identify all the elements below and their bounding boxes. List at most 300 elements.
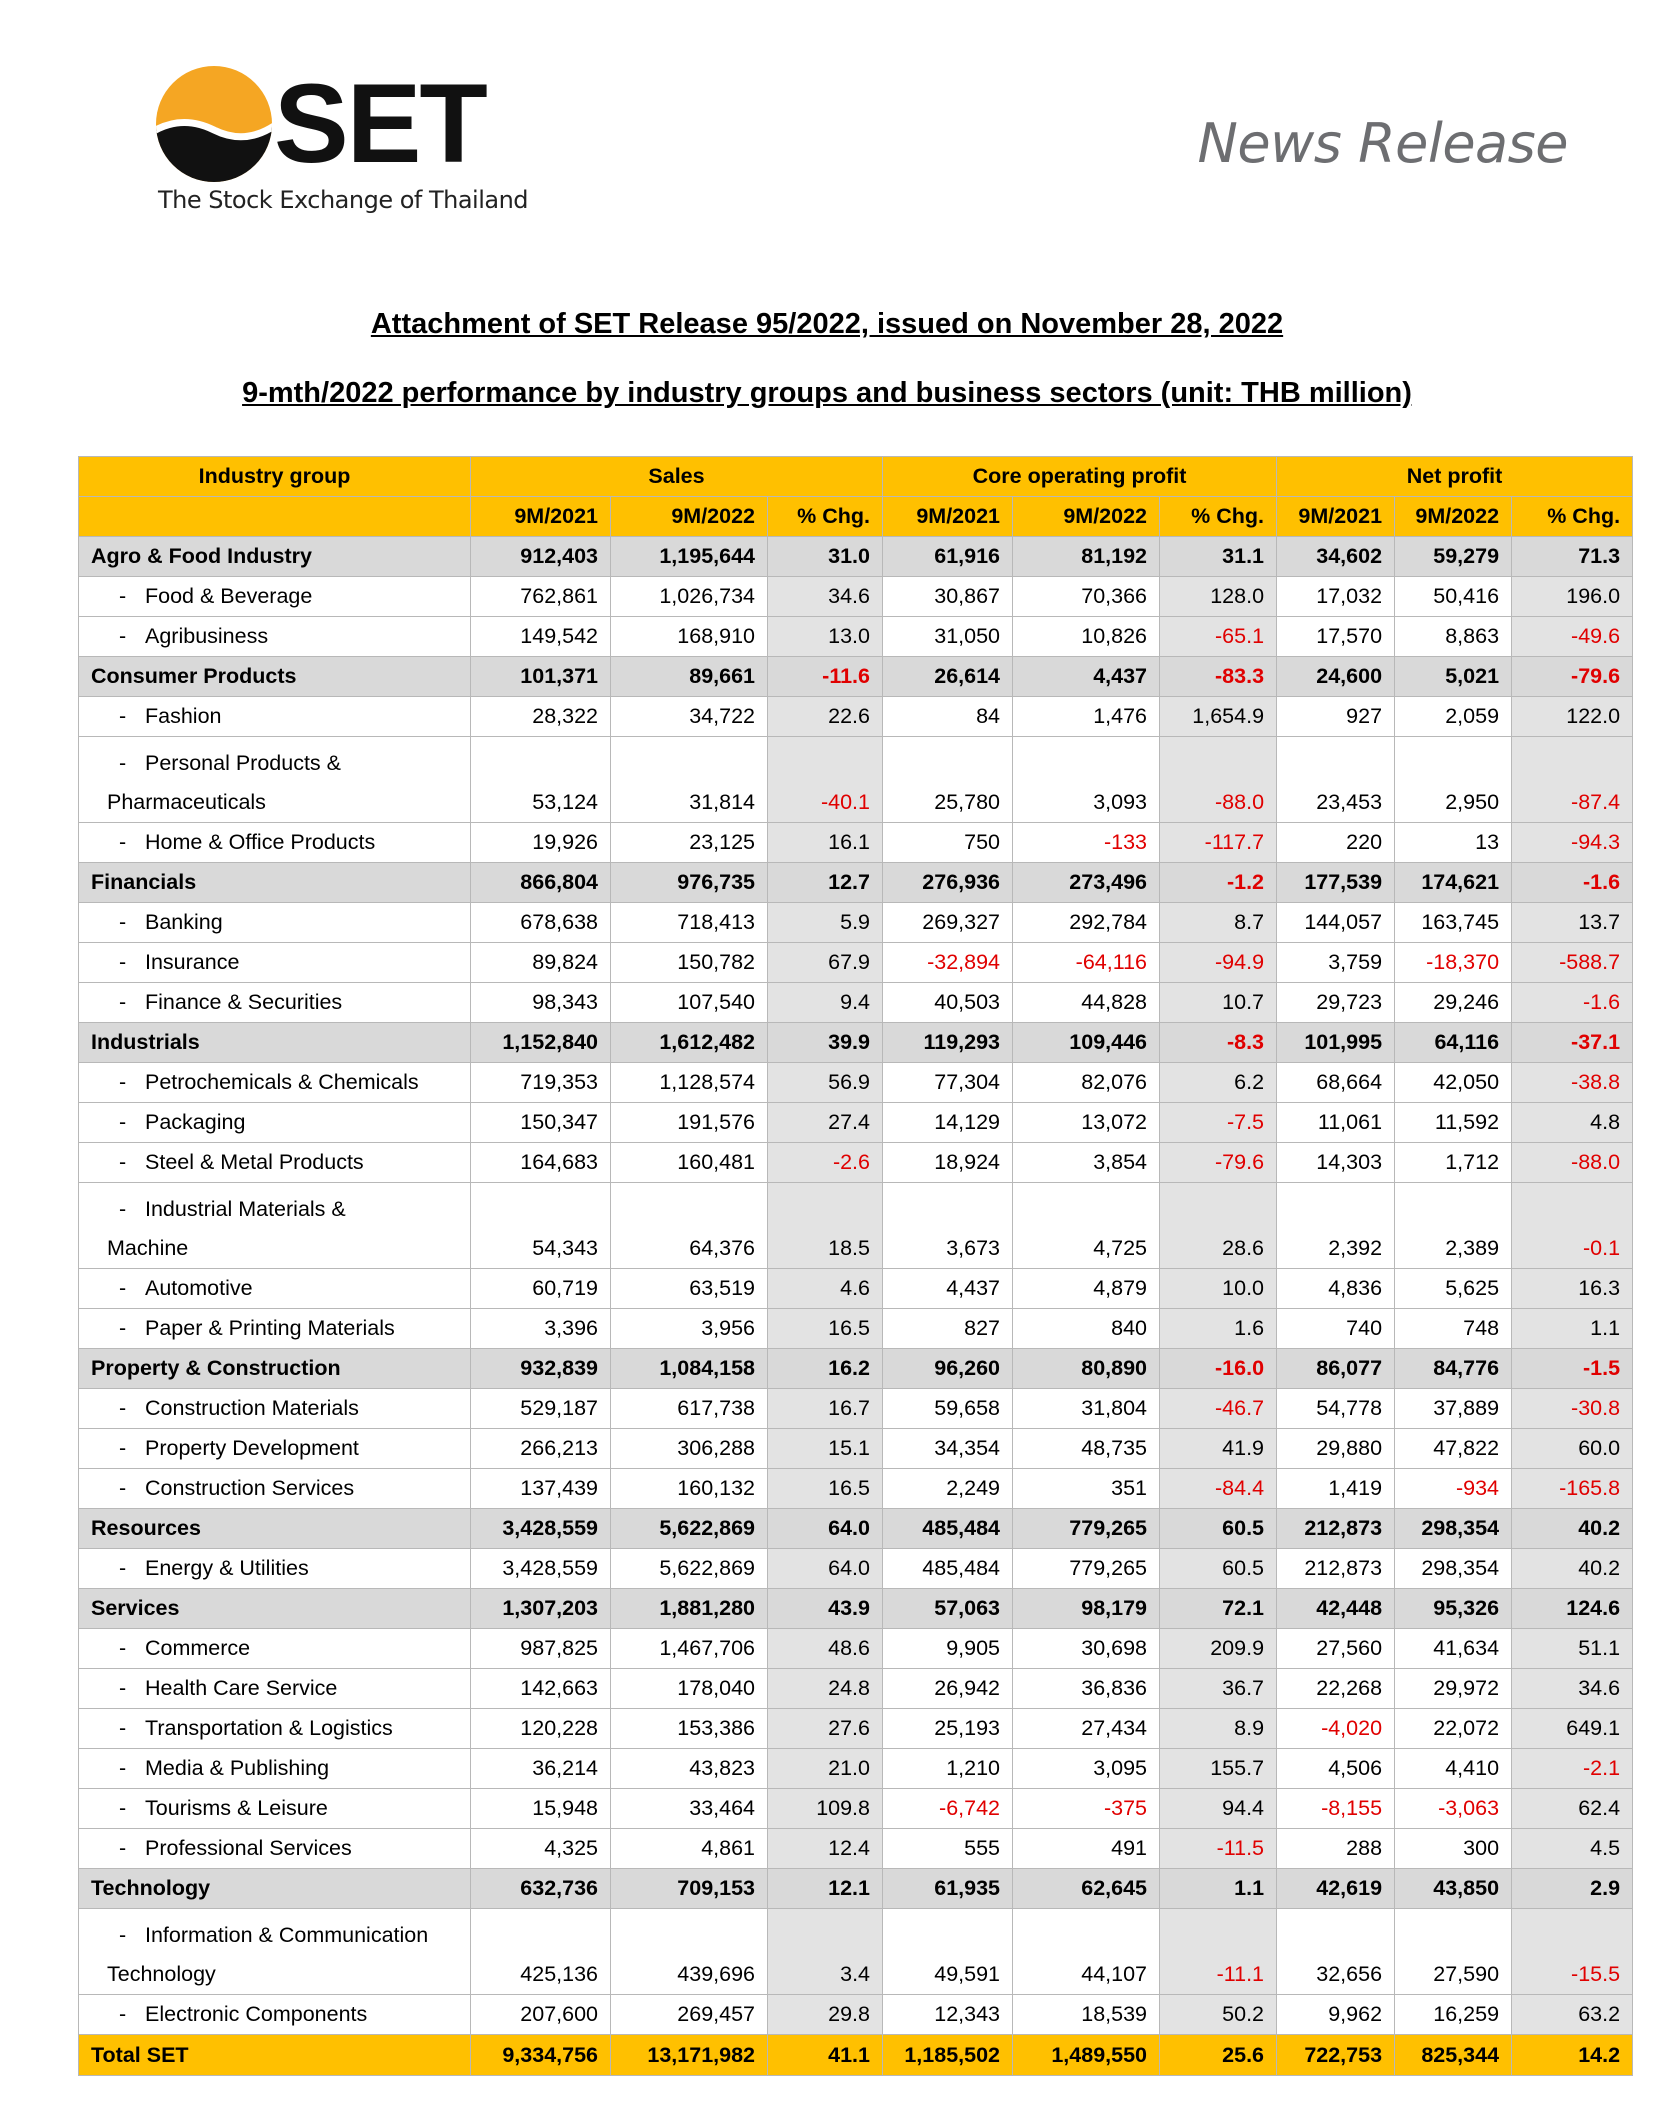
cell-value: 11,592 xyxy=(1395,1103,1512,1143)
cell-value: 40.2 xyxy=(1512,1509,1633,1549)
cell-value: 10.7 xyxy=(1160,983,1277,1023)
cell-value: 16.3 xyxy=(1512,1269,1633,1309)
cell-value: 9,334,756 xyxy=(471,2035,611,2076)
cell-value: 47,822 xyxy=(1395,1429,1512,1469)
cell-value: 4.6 xyxy=(768,1269,883,1309)
table-row xyxy=(79,1749,1633,1789)
cell-value: 31.0 xyxy=(768,537,883,577)
row-label: Agro & Food Industry xyxy=(79,537,471,577)
cell-value: 719,353 xyxy=(471,1063,611,1103)
cell-value: -65.1 xyxy=(1160,617,1277,657)
cell-value: 840 xyxy=(1013,1309,1160,1349)
cell-value: 14,303 xyxy=(1277,1143,1395,1183)
cell-value: 9,962 xyxy=(1277,1995,1395,2035)
cell-value: 9,905 xyxy=(883,1629,1013,1669)
cell-value: 95,326 xyxy=(1395,1589,1512,1629)
cell-value: -7.5 xyxy=(1160,1103,1277,1143)
cell-value: 44,107 xyxy=(1013,1909,1160,1995)
cell-value: 57,063 xyxy=(883,1589,1013,1629)
cell-value: 16,259 xyxy=(1395,1995,1512,2035)
row-label-text: Energy & Utilities xyxy=(145,1556,309,1580)
cell-value: 41.1 xyxy=(768,2035,883,2076)
row-label-text: Personal Products & xyxy=(145,751,341,775)
cell-value: 59,658 xyxy=(883,1389,1013,1429)
cell-value: -117.7 xyxy=(1160,823,1277,863)
cell-value: 29,972 xyxy=(1395,1669,1512,1709)
cell-value: 5,622,869 xyxy=(611,1509,768,1549)
cell-value: 5,021 xyxy=(1395,657,1512,697)
cell-value: 42,448 xyxy=(1277,1589,1395,1629)
row-label xyxy=(79,1829,471,1869)
cell-value: 98,343 xyxy=(471,983,611,1023)
cell-value: 722,753 xyxy=(1277,2035,1395,2076)
cell-value: 71.3 xyxy=(1512,537,1633,577)
cell-value: 485,484 xyxy=(883,1549,1013,1589)
table-row xyxy=(79,943,1633,983)
cell-value: 107,540 xyxy=(611,983,768,1023)
cell-value: 68,664 xyxy=(1277,1063,1395,1103)
cell-value: 750 xyxy=(883,823,1013,863)
row-label xyxy=(79,1269,471,1309)
cell-value: 4,437 xyxy=(1013,657,1160,697)
table-row xyxy=(79,1549,1633,1589)
cell-value: 2,392 xyxy=(1277,1183,1395,1269)
cell-value: 3,854 xyxy=(1013,1143,1160,1183)
cell-value: 1,881,280 xyxy=(611,1589,768,1629)
cell-value: 109,446 xyxy=(1013,1023,1160,1063)
cell-value: 866,804 xyxy=(471,863,611,903)
cell-value: 43.9 xyxy=(768,1589,883,1629)
cell-value: 25,193 xyxy=(883,1709,1013,1749)
cell-value: 44,828 xyxy=(1013,983,1160,1023)
cell-value: 101,995 xyxy=(1277,1023,1395,1063)
cell-value: 41,634 xyxy=(1395,1629,1512,1669)
row-label-text: Packaging xyxy=(145,1110,246,1134)
cell-value: 18,924 xyxy=(883,1143,1013,1183)
cell-value: 36,214 xyxy=(471,1749,611,1789)
cell-value: 54,778 xyxy=(1277,1389,1395,1429)
cell-value: -49.6 xyxy=(1512,617,1633,657)
cell-value: 2,389 xyxy=(1395,1183,1512,1269)
row-label-text: Steel & Metal Products xyxy=(145,1150,364,1174)
row-label xyxy=(79,697,471,737)
cell-value: 64,376 xyxy=(611,1183,768,1269)
cell-value: 8.9 xyxy=(1160,1709,1277,1749)
cell-value: 1,210 xyxy=(883,1749,1013,1789)
table-row xyxy=(79,823,1633,863)
cell-value: 61,935 xyxy=(883,1869,1013,1909)
cell-value: 1.6 xyxy=(1160,1309,1277,1349)
cell-value: 4,836 xyxy=(1277,1269,1395,1309)
cell-value: -2.6 xyxy=(768,1143,883,1183)
cell-value: 266,213 xyxy=(471,1429,611,1469)
cell-value: 82,076 xyxy=(1013,1063,1160,1103)
cell-value: 4,325 xyxy=(471,1829,611,1869)
bullet-dash: - xyxy=(119,1396,127,1420)
row-label: Services xyxy=(79,1589,471,1629)
cell-value: 119,293 xyxy=(883,1023,1013,1063)
cell-value: 17,570 xyxy=(1277,617,1395,657)
table-body xyxy=(79,537,1633,2076)
cell-value: 2,059 xyxy=(1395,697,1512,737)
cell-value: 8.7 xyxy=(1160,903,1277,943)
cell-value: 149,542 xyxy=(471,617,611,657)
cell-value: 4.8 xyxy=(1512,1103,1633,1143)
header-col: 9M/2021 xyxy=(1277,497,1395,537)
row-label-text: Media & Publishing xyxy=(145,1756,330,1780)
cell-value: 26,614 xyxy=(883,657,1013,697)
cell-value: 163,745 xyxy=(1395,903,1512,943)
row-label xyxy=(79,1669,471,1709)
row-label-text: Banking xyxy=(145,910,223,934)
cell-value: 80,890 xyxy=(1013,1349,1160,1389)
cell-value: 40.2 xyxy=(1512,1549,1633,1589)
cell-value: 27,560 xyxy=(1277,1629,1395,1669)
cell-value: 3,095 xyxy=(1013,1749,1160,1789)
cell-value: 96,260 xyxy=(883,1349,1013,1389)
performance-table xyxy=(78,456,1633,2076)
bullet-dash: - xyxy=(119,751,127,775)
cell-value: 41.9 xyxy=(1160,1429,1277,1469)
row-label xyxy=(79,1549,471,1589)
table-row xyxy=(79,1829,1633,1869)
bullet-dash: - xyxy=(119,1476,127,1500)
cell-value: 3,956 xyxy=(611,1309,768,1349)
cell-value: 16.1 xyxy=(768,823,883,863)
bullet-dash: - xyxy=(119,1836,127,1860)
cell-value: 86,077 xyxy=(1277,1349,1395,1389)
row-label xyxy=(79,1429,471,1469)
cell-value: 32,656 xyxy=(1277,1909,1395,1995)
bullet-dash: - xyxy=(119,1197,127,1221)
cell-value: 1,195,644 xyxy=(611,537,768,577)
cell-value: 61,916 xyxy=(883,537,1013,577)
header-col: % Chg. xyxy=(1512,497,1633,537)
row-label xyxy=(79,1749,471,1789)
cell-value: -79.6 xyxy=(1512,657,1633,697)
cell-value: 33,464 xyxy=(611,1789,768,1829)
cell-value: 30,867 xyxy=(883,577,1013,617)
cell-value: -588.7 xyxy=(1512,943,1633,983)
table-row xyxy=(79,1103,1633,1143)
cell-value: 29.8 xyxy=(768,1995,883,2035)
row-label xyxy=(79,1389,471,1429)
cell-value: 1,152,840 xyxy=(471,1023,611,1063)
row-label-text-continued: Technology xyxy=(107,1962,216,1986)
cell-value: 1,467,706 xyxy=(611,1629,768,1669)
cell-value: 269,457 xyxy=(611,1995,768,2035)
cell-value: 122.0 xyxy=(1512,697,1633,737)
cell-value: 1.1 xyxy=(1512,1309,1633,1349)
cell-value: 43,823 xyxy=(611,1749,768,1789)
cell-value: 3,428,559 xyxy=(471,1509,611,1549)
row-label xyxy=(79,737,471,823)
table-row xyxy=(79,737,1633,823)
header-sales: Sales xyxy=(471,457,883,497)
row-label xyxy=(79,1183,471,1269)
row-label-text: Tourisms & Leisure xyxy=(145,1796,328,1820)
cell-value: 1,084,158 xyxy=(611,1349,768,1389)
cell-value: 12.1 xyxy=(768,1869,883,1909)
cell-value: 150,347 xyxy=(471,1103,611,1143)
cell-value: 3,759 xyxy=(1277,943,1395,983)
cell-value: 28.6 xyxy=(1160,1183,1277,1269)
cell-value: 177,539 xyxy=(1277,863,1395,903)
cell-value: 63,519 xyxy=(611,1269,768,1309)
cell-value: 34,722 xyxy=(611,697,768,737)
cell-value: 709,153 xyxy=(611,1869,768,1909)
cell-value: -40.1 xyxy=(768,737,883,823)
cell-value: 53,124 xyxy=(471,737,611,823)
bullet-dash: - xyxy=(119,1436,127,1460)
table-row xyxy=(79,697,1633,737)
cell-value: 4,410 xyxy=(1395,1749,1512,1789)
cell-value: 18,539 xyxy=(1013,1995,1160,2035)
cell-value: 11,061 xyxy=(1277,1103,1395,1143)
cell-value: 150,782 xyxy=(611,943,768,983)
cell-value: -84.4 xyxy=(1160,1469,1277,1509)
row-label xyxy=(79,1629,471,1669)
table-row xyxy=(79,1789,1633,1829)
header-col: 9M/2022 xyxy=(611,497,768,537)
cell-value: 298,354 xyxy=(1395,1509,1512,1549)
cell-value: 42,050 xyxy=(1395,1063,1512,1103)
row-label xyxy=(79,943,471,983)
cell-value: 1,307,203 xyxy=(471,1589,611,1629)
cell-value: 1,128,574 xyxy=(611,1063,768,1103)
table-row xyxy=(79,1509,1633,1549)
set-logo-icon xyxy=(152,62,277,187)
logo-subtitle: The Stock Exchange of Thailand xyxy=(158,186,529,214)
cell-value: 155.7 xyxy=(1160,1749,1277,1789)
cell-value: -8,155 xyxy=(1277,1789,1395,1829)
bullet-dash: - xyxy=(119,584,127,608)
cell-value: 64.0 xyxy=(768,1549,883,1589)
cell-value: 62.4 xyxy=(1512,1789,1633,1829)
table-header-groups xyxy=(79,457,1633,497)
table-row xyxy=(79,537,1633,577)
cell-value: 827 xyxy=(883,1309,1013,1349)
cell-value: 40,503 xyxy=(883,983,1013,1023)
table-row xyxy=(79,1669,1633,1709)
cell-value: 1,026,734 xyxy=(611,577,768,617)
performance-title: 9-mth/2022 performance by industry groups and business sectors (unit: THB million) xyxy=(242,377,1412,409)
row-label-text: Food & Beverage xyxy=(145,584,313,608)
cell-value: 22,268 xyxy=(1277,1669,1395,1709)
cell-value: 36,836 xyxy=(1013,1669,1160,1709)
table-row xyxy=(79,1063,1633,1103)
bullet-dash: - xyxy=(119,1110,127,1134)
cell-value: 128.0 xyxy=(1160,577,1277,617)
cell-value: 632,736 xyxy=(471,1869,611,1909)
cell-value: 4,437 xyxy=(883,1269,1013,1309)
row-label: Resources xyxy=(79,1509,471,1549)
cell-value: 269,327 xyxy=(883,903,1013,943)
bullet-dash: - xyxy=(119,2002,127,2026)
table-row xyxy=(79,1469,1633,1509)
row-label-text: Fashion xyxy=(145,704,222,728)
bullet-dash: - xyxy=(119,1756,127,1780)
header-core-operating-profit: Core operating profit xyxy=(883,457,1277,497)
cell-value: 31,804 xyxy=(1013,1389,1160,1429)
row-label xyxy=(79,983,471,1023)
row-label-text-continued: Machine xyxy=(107,1236,189,1260)
cell-value: 220 xyxy=(1277,823,1395,863)
cell-value: -3,063 xyxy=(1395,1789,1512,1829)
cell-value: 1,476 xyxy=(1013,697,1160,737)
table-row xyxy=(79,983,1633,1023)
bullet-dash: - xyxy=(119,1676,127,1700)
cell-value: -133 xyxy=(1013,823,1160,863)
row-label-text: Petrochemicals & Chemicals xyxy=(145,1070,419,1094)
cell-value: 191,576 xyxy=(611,1103,768,1143)
table-row xyxy=(79,1269,1633,1309)
cell-value: 12.7 xyxy=(768,863,883,903)
cell-value: 16.7 xyxy=(768,1389,883,1429)
cell-value: 54,343 xyxy=(471,1183,611,1269)
cell-value: -88.0 xyxy=(1160,737,1277,823)
cell-value: 4,879 xyxy=(1013,1269,1160,1309)
cell-value: 740 xyxy=(1277,1309,1395,1349)
row-label-text: Home & Office Products xyxy=(145,830,376,854)
cell-value: 27,590 xyxy=(1395,1909,1512,1995)
cell-value: -6,742 xyxy=(883,1789,1013,1829)
cell-value: 212,873 xyxy=(1277,1509,1395,1549)
table-row xyxy=(79,1869,1633,1909)
cell-value: 425,136 xyxy=(471,1909,611,1995)
cell-value: 50.2 xyxy=(1160,1995,1277,2035)
cell-value: 29,880 xyxy=(1277,1429,1395,1469)
cell-value: -83.3 xyxy=(1160,657,1277,697)
bullet-dash: - xyxy=(119,1923,127,1947)
cell-value: 137,439 xyxy=(471,1469,611,1509)
cell-value: 1,712 xyxy=(1395,1143,1512,1183)
cell-value: 34,602 xyxy=(1277,537,1395,577)
header-col: 9M/2022 xyxy=(1013,497,1160,537)
cell-value: 51.1 xyxy=(1512,1629,1633,1669)
cell-value: 13,072 xyxy=(1013,1103,1160,1143)
cell-value: 4.5 xyxy=(1512,1829,1633,1869)
bullet-dash: - xyxy=(119,910,127,934)
cell-value: 25.6 xyxy=(1160,2035,1277,2076)
cell-value: -1.5 xyxy=(1512,1349,1633,1389)
cell-value: 142,663 xyxy=(471,1669,611,1709)
row-label xyxy=(79,1789,471,1829)
cell-value: 3.4 xyxy=(768,1909,883,1995)
row-label-text: Professional Services xyxy=(145,1836,352,1860)
cell-value: 64,116 xyxy=(1395,1023,1512,1063)
cell-value: 84,776 xyxy=(1395,1349,1512,1389)
row-label xyxy=(79,1995,471,2035)
row-label: Technology xyxy=(79,1869,471,1909)
cell-value: 779,265 xyxy=(1013,1509,1160,1549)
cell-value: -18,370 xyxy=(1395,943,1512,983)
cell-value: 439,696 xyxy=(611,1909,768,1995)
cell-value: 39.9 xyxy=(768,1023,883,1063)
table-row xyxy=(79,1389,1633,1429)
row-label: Property & Construction xyxy=(79,1349,471,1389)
row-label xyxy=(79,1143,471,1183)
cell-value: 62,645 xyxy=(1013,1869,1160,1909)
cell-value: 13 xyxy=(1395,823,1512,863)
row-label-text: Construction Materials xyxy=(145,1396,359,1420)
header-col: 9M/2021 xyxy=(471,497,611,537)
cell-value: 18.5 xyxy=(768,1183,883,1269)
table-row xyxy=(79,1309,1633,1349)
bullet-dash: - xyxy=(119,1796,127,1820)
cell-value: 101,371 xyxy=(471,657,611,697)
table-row xyxy=(79,1349,1633,1389)
cell-value: 485,484 xyxy=(883,1509,1013,1549)
cell-value: 174,621 xyxy=(1395,863,1512,903)
cell-value: 748 xyxy=(1395,1309,1512,1349)
cell-value: 31,814 xyxy=(611,737,768,823)
table-row xyxy=(79,657,1633,697)
cell-value: 14.2 xyxy=(1512,2035,1633,2076)
cell-value: 27,434 xyxy=(1013,1709,1160,1749)
cell-value: 16.2 xyxy=(768,1349,883,1389)
bullet-dash: - xyxy=(119,1150,127,1174)
row-label-text: Transportation & Logistics xyxy=(145,1716,393,1740)
row-label-text: Industrial Materials & xyxy=(145,1197,346,1221)
cell-value: 10.0 xyxy=(1160,1269,1277,1309)
logo-wordmark: SET xyxy=(274,61,486,186)
cell-value: 120,228 xyxy=(471,1709,611,1749)
cell-value: 288 xyxy=(1277,1829,1395,1869)
cell-value: 37,889 xyxy=(1395,1389,1512,1429)
table-row xyxy=(79,1183,1633,1269)
cell-value: 1,612,482 xyxy=(611,1023,768,1063)
cell-value: 12.4 xyxy=(768,1829,883,1869)
cell-value: 59,279 xyxy=(1395,537,1512,577)
bullet-dash: - xyxy=(119,990,127,1014)
cell-value: 10,826 xyxy=(1013,617,1160,657)
cell-value: 2.9 xyxy=(1512,1869,1633,1909)
cell-value: 89,661 xyxy=(611,657,768,697)
cell-value: 48,735 xyxy=(1013,1429,1160,1469)
row-label-text: Finance & Securities xyxy=(145,990,343,1014)
row-label-text: Health Care Service xyxy=(145,1676,338,1700)
cell-value: -87.4 xyxy=(1512,737,1633,823)
cell-value: 9.4 xyxy=(768,983,883,1023)
bullet-dash: - xyxy=(119,1716,127,1740)
cell-value: -15.5 xyxy=(1512,1909,1633,1995)
cell-value: 529,187 xyxy=(471,1389,611,1429)
cell-value: 617,738 xyxy=(611,1389,768,1429)
cell-value: 19,926 xyxy=(471,823,611,863)
cell-value: -165.8 xyxy=(1512,1469,1633,1509)
header-net-profit: Net profit xyxy=(1277,457,1633,497)
cell-value: 29,723 xyxy=(1277,983,1395,1023)
cell-value: 6.2 xyxy=(1160,1063,1277,1103)
cell-value: 13.0 xyxy=(768,617,883,657)
header-col: % Chg. xyxy=(768,497,883,537)
cell-value: 31,050 xyxy=(883,617,1013,657)
cell-value: -0.1 xyxy=(1512,1183,1633,1269)
table-header-periods xyxy=(79,497,1633,537)
row-label-text: Information & Communication xyxy=(145,1923,429,1947)
cell-value: 276,936 xyxy=(883,863,1013,903)
cell-value: 12,343 xyxy=(883,1995,1013,2035)
cell-value: 22,072 xyxy=(1395,1709,1512,1749)
cell-value: 56.9 xyxy=(768,1063,883,1103)
cell-value: 292,784 xyxy=(1013,903,1160,943)
cell-value: 67.9 xyxy=(768,943,883,983)
cell-value: 34,354 xyxy=(883,1429,1013,1469)
set-logo xyxy=(152,61,529,222)
cell-value: 94.4 xyxy=(1160,1789,1277,1829)
header-blank xyxy=(79,497,471,537)
